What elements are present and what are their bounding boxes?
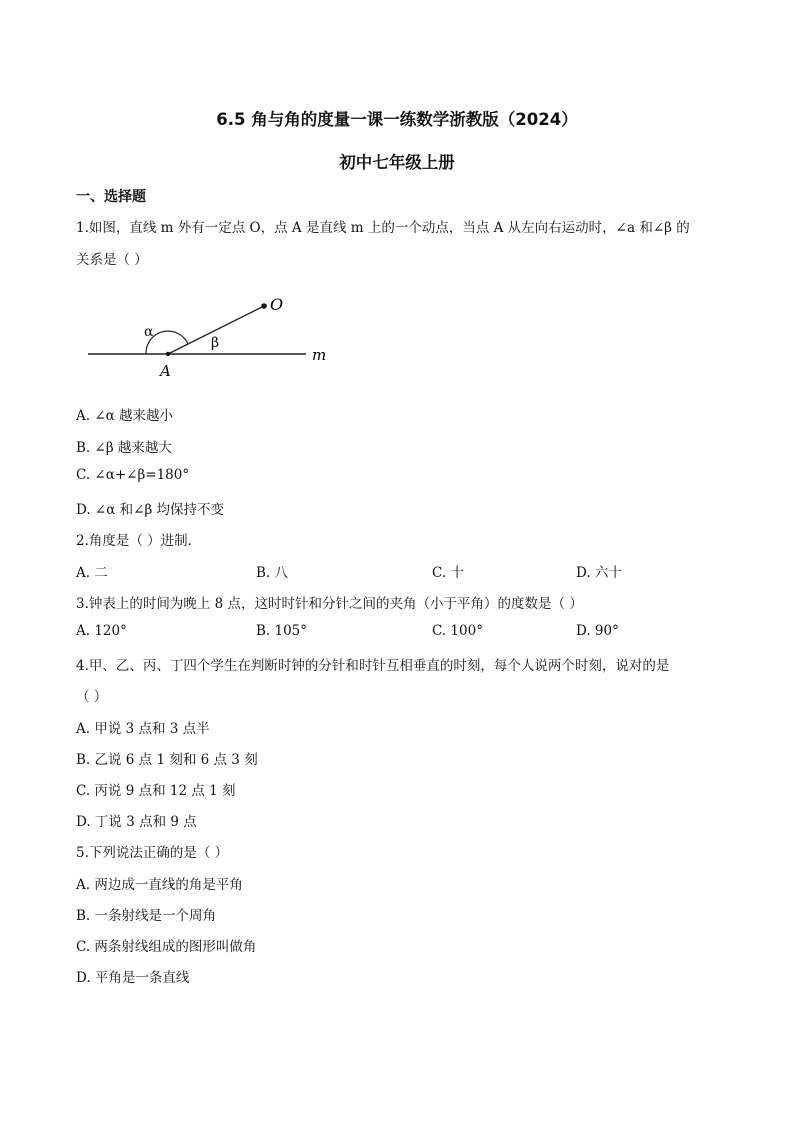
question-5-option-b: B. 一条射线是一个周角 [76,908,217,924]
question-3-stem: 3.钟表上的时间为晚上 8 点，这时时针和分针之间的夹角（小于平角）的度数是（ ） [76,596,583,612]
question-5-option-a: A. 两边成一直线的角是平角 [76,877,243,893]
point-a-label: A [160,362,171,380]
question-4-option-d: D. 丁说 3 点和 9 点 [76,814,197,830]
point-o-label: O [270,295,284,314]
question-1-stem-cont: 关系是（ ） [76,252,148,268]
question-1-stem: 1.如图，直线 m 外有一定点 O，点 A 是直线 m 上的一个动点，当点 A 从左向右运动时，∠a 和∠β 的 [76,220,690,236]
question-5-option-c: C. 两条射线组成的图形叫做角 [76,939,257,955]
question-4-option-c: C. 丙说 9 点和 12 点 1 刻 [76,783,236,799]
question-2-option-a: A. 二 [76,565,108,581]
angle-beta-label: β [211,335,220,351]
question-5-option-d: D. 平角是一条直线 [76,970,190,986]
angle-alpha-label: α [144,324,154,340]
question-3-option-b: B. 105° [256,623,308,639]
question-4-option-b: B. 乙说 6 点 1 刻和 6 点 3 刻 [76,752,258,768]
question-1-option-c: C. ∠α+∠β=180° [76,467,190,483]
question-2-option-b: B. 八 [256,565,289,581]
question-1-figure [84,290,344,380]
section-heading: 一、选择题 [76,189,146,205]
question-2-stem: 2.角度是（ ）进制． [76,533,202,549]
point-a-dot [166,352,170,356]
question-4-stem: 4.甲、乙、丙、丁四个学生在判断时钟的分针和时针互相垂直的时刻，每个人说两个时刻，说对的是 [76,658,670,674]
question-4-stem-cont: （ ） [76,689,108,705]
question-1-option-a: A. ∠α 越来越小 [76,408,174,424]
question-2-option-c: C. 十 [432,565,464,581]
question-3-option-c: C. 100° [432,623,483,639]
point-o-dot [261,303,267,309]
document-subtitle: 初中七年级上册 [339,153,455,172]
question-2-option-d: D. 六十 [576,565,622,581]
document-title: 6.5 角与角的度量一课一练数学浙教版（2024） [216,110,578,129]
line-m-label: m [312,346,327,364]
question-3-option-a: A. 120° [76,623,127,639]
question-1-option-b: B. ∠β 越来越大 [76,440,172,456]
question-1-option-d: D. ∠α 和∠β 均保持不变 [76,502,225,518]
question-5-stem: 5.下列说法正确的是（ ） [76,845,229,861]
question-3-option-d: D. 90° [576,623,619,639]
question-4-option-a: A. 甲说 3 点和 3 点半 [76,721,210,737]
